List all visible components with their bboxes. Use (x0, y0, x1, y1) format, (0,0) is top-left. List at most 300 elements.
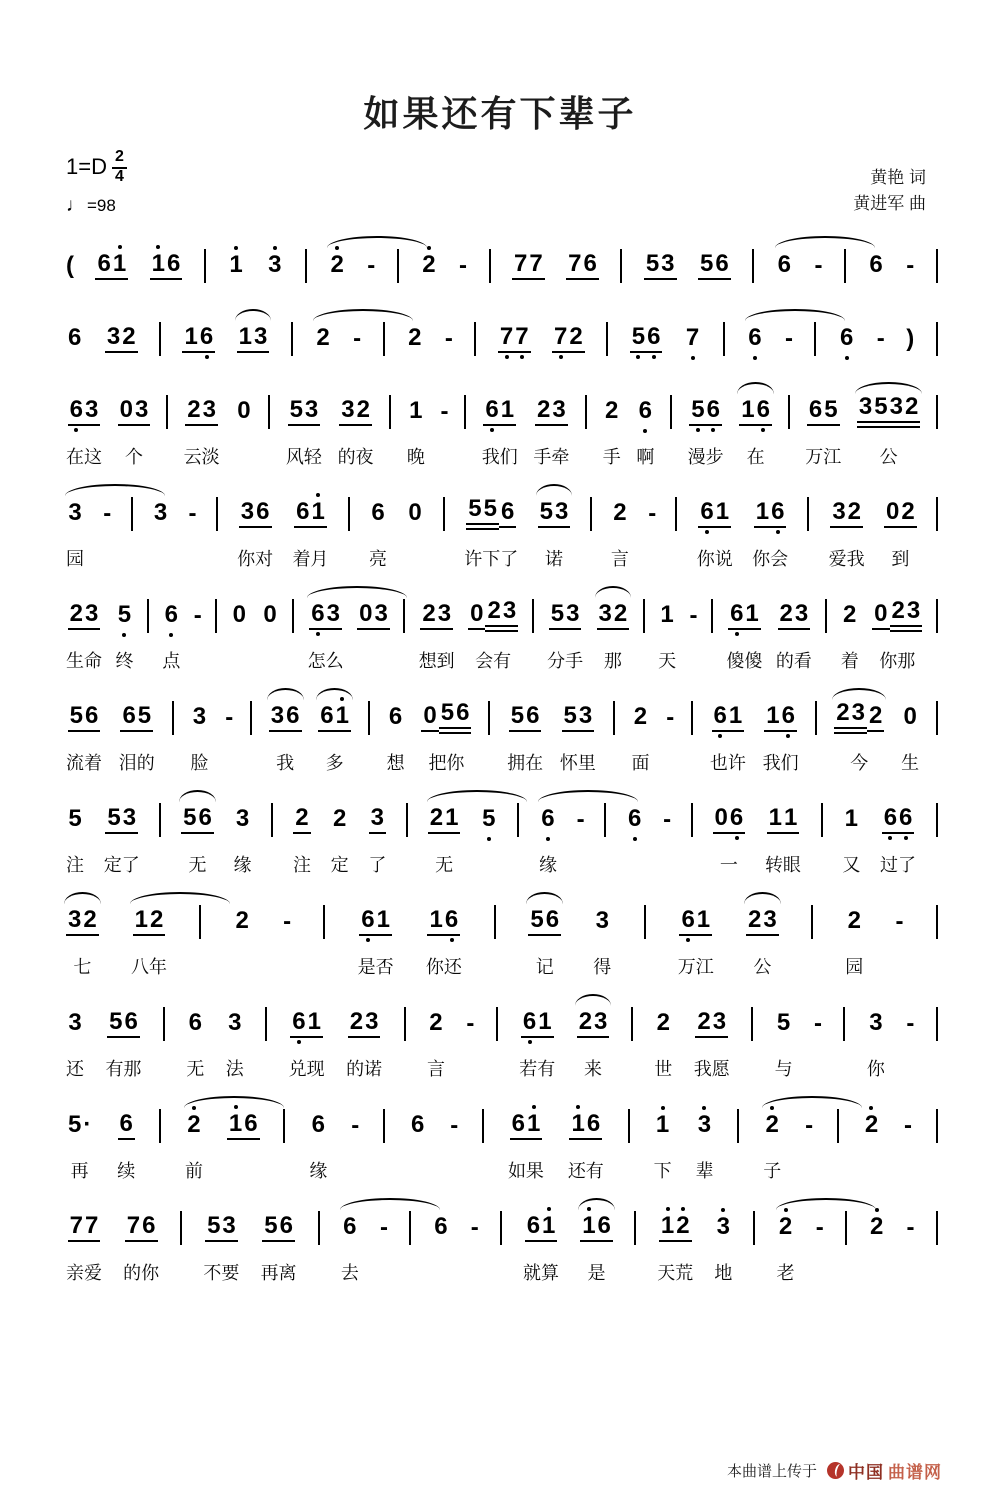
site-name-part1: 中国 (848, 1463, 884, 1482)
lyric: 园 (66, 548, 84, 569)
barline (323, 900, 325, 978)
barline (283, 1104, 285, 1182)
lyric: 公 (879, 446, 898, 467)
dash-extension: - (785, 324, 794, 352)
note-cell: 6 1 兑现 (288, 1007, 325, 1079)
note-cell: 1 6 是 (580, 1206, 613, 1284)
dash-extension: - (466, 1009, 475, 1037)
note-cell: 2 1 无 (428, 798, 461, 876)
barline (305, 244, 307, 288)
note-cell: 1 6 (227, 1104, 260, 1182)
lyric: 再离 (260, 1262, 297, 1283)
dash-extension: - (895, 907, 904, 935)
lyric: 下 (653, 1160, 672, 1181)
note-cell: 6 想 (386, 702, 405, 773)
lyric: 园 (845, 956, 864, 977)
note-cell: 5 6 记 (528, 900, 561, 978)
note-cell: 1 下 (653, 1110, 672, 1181)
lyric: 泪的 (118, 752, 155, 773)
barline (404, 1002, 406, 1080)
dash-extension: - (906, 251, 915, 279)
barline (644, 900, 646, 978)
barline (807, 492, 809, 570)
note-cell: 5 3 (644, 244, 677, 288)
note-cell: 5 3 诺 (538, 492, 571, 570)
barline (348, 492, 350, 570)
note-cell: 6 1 是否 (357, 905, 394, 977)
lyric: 你还 (425, 956, 462, 977)
music-system (66, 390, 938, 468)
lyric: 一 (719, 854, 738, 875)
note-cell: 7 7 (512, 244, 545, 288)
barline (368, 696, 370, 774)
note-cell: 6 (434, 1212, 448, 1240)
note-cell: 2 3 的诺 (346, 1007, 383, 1079)
site-logo[interactable] (827, 1458, 942, 1483)
barline (691, 696, 693, 774)
barline (843, 1002, 845, 1080)
music-system (66, 696, 938, 774)
barline (752, 244, 754, 288)
note-cell: 1 6 我们 (762, 701, 799, 773)
note-cell: 2 (870, 1212, 884, 1240)
lyric: 想 (386, 752, 405, 773)
barline (488, 696, 490, 774)
lyric: 的你 (123, 1262, 160, 1283)
note-cell: 3 (268, 250, 282, 278)
note-cell: 6 1 就算 (523, 1211, 560, 1283)
lyric: 来 (584, 1058, 603, 1079)
barline (443, 492, 445, 570)
note-cell: 6 1 着月 (292, 497, 329, 569)
lyric: 天荒 (657, 1262, 694, 1283)
barline (494, 900, 496, 978)
lyric: 怀里 (559, 752, 596, 773)
dash-extension: - (283, 907, 292, 935)
music-system (66, 798, 938, 876)
lyric: 脸 (190, 752, 209, 773)
music-system (66, 317, 938, 361)
note-cell: 3 6 我 (269, 696, 302, 774)
site-name-part2: 曲谱网 (888, 1463, 942, 1482)
barline (936, 1104, 938, 1182)
note-cell: 6 (628, 804, 642, 832)
note-cell: 2 言 (426, 1008, 445, 1079)
note-cell: 1 6 (182, 317, 215, 361)
lyric: 诺 (544, 548, 563, 569)
note-cell: 5 终 (115, 600, 134, 671)
note-cell: 1 6 在 (739, 390, 772, 468)
note-cell: 7 7 (498, 317, 531, 361)
note-cell: 2 (864, 1110, 879, 1138)
note-cell: 5 3 分手 (547, 599, 584, 671)
score-body (0, 244, 1000, 1284)
note-cell: 6 3 怎么 (308, 594, 344, 672)
note-cell: 0 3 (357, 594, 390, 672)
music-system (66, 492, 938, 570)
note-cell: 5 6 无 (181, 798, 214, 876)
note-cell: 0 (237, 396, 251, 424)
note-cell: 2 (422, 250, 436, 278)
lyric: 个 (125, 446, 143, 467)
lyric: 如果 (507, 1160, 544, 1181)
note-cell: 6 1 (95, 244, 128, 288)
dash-extension: - (188, 499, 197, 527)
open-paren: ( (66, 251, 74, 279)
note-cell: 3 2 的夜 (337, 395, 374, 467)
barline (613, 696, 615, 774)
note-cell: 0 (263, 600, 277, 628)
note-cell: 3 还 (66, 1008, 84, 1079)
barline (215, 594, 217, 672)
composer-credit: 黄进军 曲 (853, 194, 926, 214)
note-cell: 3 2 (105, 317, 138, 361)
lyric: 辈 (695, 1160, 714, 1181)
note-cell: 0 2 3 会有 (470, 597, 517, 671)
barline (250, 696, 252, 774)
time-signature-denominator: 4 (114, 167, 124, 185)
note-cell: 2 3 2 今 (834, 696, 884, 774)
dash-extension: - (193, 601, 202, 629)
barline (403, 594, 405, 672)
note-cell: 6 缘 (309, 1110, 328, 1181)
lyric: 到 (891, 548, 910, 569)
barline (204, 244, 206, 288)
lyric: 云淡 (183, 446, 220, 467)
lyric: 流着 (66, 752, 102, 773)
lyric: 的诺 (346, 1058, 383, 1079)
note-cell: 2 手 (602, 396, 621, 467)
dash-extension: - (689, 601, 698, 629)
note-cell: 2 面 (631, 702, 650, 773)
barline (474, 317, 476, 361)
dash-extension: - (103, 499, 112, 527)
lyric: 把你 (428, 752, 465, 773)
note-cell: 5 6 漫步 (687, 395, 724, 467)
note-cell: 1 (229, 250, 243, 278)
barline (409, 1206, 411, 1284)
note-cell: 3 2 那 (597, 594, 630, 672)
note-cell: 5 与 (774, 1008, 793, 1079)
lyric: 亮 (369, 548, 388, 569)
note-cell: 2 (328, 244, 345, 288)
lyric: 是 (587, 1262, 606, 1283)
barline (620, 244, 622, 288)
barline (406, 798, 408, 876)
lyric: 啊 (636, 446, 655, 467)
dash-extension: - (450, 1111, 459, 1139)
tempo-marking (66, 195, 127, 217)
note-cell: 6 1 若有 (519, 1007, 556, 1079)
note-cell: 6 亮 (369, 498, 388, 569)
lyric: 缘 (233, 854, 252, 875)
note-cell: 2 (408, 323, 422, 351)
note-cell: 2 3 云淡 (183, 395, 220, 467)
note-cell: 6 点 (162, 600, 181, 671)
lyric: 在这 (66, 446, 102, 467)
music-system (66, 594, 938, 672)
barline (723, 317, 725, 361)
note-cell: 0 (232, 600, 246, 628)
lyric: 生 (901, 752, 920, 773)
barline (936, 1002, 938, 1080)
note-cell: 6 1 你说 (696, 497, 733, 569)
site-logo-icon (827, 1462, 844, 1479)
barline (268, 390, 270, 468)
note-cell: 5 5 6 许下了 (464, 495, 519, 569)
lyric: 若有 (519, 1058, 556, 1079)
lyric: 子 (763, 1160, 782, 1181)
note-cell: 6 (746, 317, 763, 361)
lyric: 定 (330, 854, 349, 875)
note-cell: 6 续 (117, 1109, 136, 1181)
barline (159, 1104, 161, 1182)
lyric: 还有 (567, 1160, 604, 1181)
lyric: 今 (850, 752, 869, 773)
note-cell: 7 7 亲爱 (66, 1211, 102, 1283)
barline (291, 317, 293, 361)
note-cell: 1 天 (658, 600, 677, 671)
dash-extension: - (351, 1111, 360, 1139)
barline (628, 1104, 630, 1182)
lyric: 又 (842, 854, 861, 875)
music-system (66, 1002, 938, 1080)
note-cell: 1 又 (842, 804, 861, 875)
lyric: 终 (115, 650, 134, 671)
note-cell: 2 3 我愿 (693, 1007, 730, 1079)
note-cell: 6 无 (186, 1008, 205, 1079)
note-cell: 1 2 天荒 (657, 1211, 694, 1283)
lyric: 着月 (292, 548, 329, 569)
note-cell: 6 (839, 323, 854, 351)
lyric: 在 (746, 446, 765, 467)
note-cell: 0 6 一 (714, 803, 744, 875)
barline (532, 594, 534, 672)
lyric: 我 (276, 752, 295, 773)
barline (606, 317, 608, 361)
lyric: 天 (658, 650, 677, 671)
note-cell: 3 法 (225, 1008, 244, 1079)
lyric: 世 (654, 1058, 673, 1079)
barline (172, 696, 174, 774)
dash-extension: - (470, 1213, 479, 1241)
note-cell: 5 6 有那 (105, 1007, 142, 1079)
sheet-page (0, 86, 1000, 1482)
note-cell: 5 3 定了 (103, 803, 140, 875)
barline (643, 594, 645, 672)
quarter-note-icon: ♩ (66, 194, 85, 216)
lyric: 风轻 (285, 446, 322, 467)
barline (590, 492, 592, 570)
barline (936, 244, 938, 288)
lyric: 言 (610, 548, 629, 569)
barline (159, 798, 161, 876)
note-cell: 3 2 爱我 (828, 497, 865, 569)
note-cell: 6 6 过了 (880, 803, 917, 875)
note-cell: 3 辈 (695, 1110, 714, 1181)
dash-extension: - (367, 251, 376, 279)
lyric: 怎么 (307, 650, 344, 671)
barline (814, 317, 816, 361)
note-cell: 5 (482, 804, 496, 832)
barline (131, 492, 133, 570)
note-cell: 6 缘 (539, 798, 557, 876)
lyric: 得 (593, 956, 612, 977)
lyric: 老 (776, 1262, 795, 1283)
note-cell: 2 (314, 317, 331, 361)
lyric: 傻傻 (726, 650, 763, 671)
barline (936, 594, 938, 672)
lyric: 了 (368, 854, 387, 875)
barline (837, 1104, 839, 1182)
note-cell: 2 3 手牵 (533, 395, 570, 467)
music-system (66, 900, 938, 978)
lyric: 你那 (879, 650, 916, 671)
lyric: 面 (631, 752, 650, 773)
note-cell: 0 生 (901, 702, 920, 773)
barline (691, 798, 693, 876)
lyric: 就算 (523, 1262, 560, 1283)
lyric: 八年 (130, 956, 167, 977)
barline (821, 798, 823, 876)
note-cell: 6 啊 (636, 396, 655, 467)
lyric: 晚 (406, 446, 425, 467)
lyric: 是否 (357, 956, 394, 977)
footer (727, 1458, 942, 1483)
music-system (66, 1206, 938, 1284)
note-cell: 6 1 万江 (677, 905, 714, 977)
note-cell: 2 注 (292, 803, 311, 875)
song-title: 如果还有下辈子 (363, 93, 637, 134)
lyric: 续 (117, 1160, 136, 1181)
barline (936, 390, 938, 468)
lyric: 手 (602, 446, 621, 467)
barline (751, 1002, 753, 1080)
barline (383, 317, 385, 361)
note-cell: 7 2 (552, 317, 585, 361)
barline (631, 1002, 633, 1080)
music-system (66, 244, 938, 288)
barline (936, 696, 938, 774)
barline (383, 1104, 385, 1182)
lyric: 的看 (775, 650, 812, 671)
note-cell: 1 晚 (406, 396, 425, 467)
barline (936, 900, 938, 978)
lyric: 手牵 (533, 446, 570, 467)
note-cell: 7 (685, 323, 700, 351)
time-signature-numerator: 2 (112, 149, 127, 169)
lyric: 有那 (105, 1058, 142, 1079)
note-cell: 6 5 万江 (805, 395, 842, 467)
dash-extension: - (876, 324, 885, 352)
barline (464, 390, 466, 468)
lyric: 与 (774, 1058, 793, 1079)
lyric: 亲爱 (66, 1262, 102, 1283)
note-cell: 3 得 (593, 906, 612, 977)
dash-extension: - (906, 1213, 915, 1241)
dash-extension: - (666, 703, 675, 731)
barline (675, 492, 677, 570)
barline (397, 244, 399, 288)
dash-extension: - (353, 324, 362, 352)
dash-extension: - (814, 1009, 823, 1037)
dash-extension: - (904, 1111, 913, 1139)
lyric: 兑现 (288, 1058, 325, 1079)
barline (634, 1206, 636, 1284)
barline (163, 1002, 165, 1080)
barline (147, 594, 149, 672)
note-cell: 3 了 (368, 803, 387, 875)
close-paren: ) (906, 324, 915, 352)
lyric: 拥在 (507, 752, 544, 773)
dash-extension: - (815, 1213, 824, 1241)
note-cell: 1 6 (150, 244, 183, 288)
lyric: 记 (535, 956, 554, 977)
note-cell: 3 地 (714, 1212, 733, 1283)
barline (318, 1206, 320, 1284)
note-cell: 1 6 你还 (425, 905, 462, 977)
note-cell: 2 前 (185, 1104, 203, 1182)
lyricist-credit: 黄艳 词 (870, 168, 926, 187)
note-cell: 6 (410, 1110, 425, 1138)
note-cell: 2 3 公 (746, 900, 779, 978)
note-cell: 6 (869, 250, 883, 278)
note-cell: 1 2 八年 (131, 900, 167, 978)
lyric: 无 (435, 854, 454, 875)
note-cell: 6 (68, 323, 82, 351)
note-cell: 2 3 想到 (418, 599, 455, 671)
dash-extension: - (459, 251, 468, 279)
note-cell: 5 6 拥在 (507, 701, 544, 773)
note-cell: 3 (153, 498, 168, 526)
note-cell: 0 5 6 把你 (423, 699, 470, 773)
barline (844, 244, 846, 288)
note-cell: 6 1 多 (318, 696, 351, 774)
lyric: 无 (186, 1058, 205, 1079)
lyric: 缘 (309, 1160, 328, 1181)
note-cell: 2 世 (654, 1008, 673, 1079)
lyric: 言 (426, 1058, 445, 1079)
note-cell: 0 2 3 你那 (874, 597, 921, 671)
lyric: 着 (840, 650, 859, 671)
note-cell: 6 1 傻傻 (726, 599, 763, 671)
note-cell: 2 老 (777, 1206, 795, 1284)
note-cell: 2 3 的看 (775, 599, 812, 671)
barline (670, 390, 672, 468)
note-cell: 2 着 (840, 600, 859, 671)
barline (711, 594, 713, 672)
barline (216, 492, 218, 570)
lyric: 你对 (237, 548, 274, 569)
dash-extension: - (663, 805, 672, 833)
barline (180, 1206, 182, 1284)
note-cell: 0 3 个 (119, 395, 149, 467)
barline (517, 798, 519, 876)
barline (265, 1002, 267, 1080)
dash-extension: - (225, 703, 234, 731)
barline (845, 1206, 847, 1284)
note-cell: 2 3 生命 (66, 599, 102, 671)
note-cell: 6 5 泪的 (118, 701, 155, 773)
dash-extension: - (648, 499, 657, 527)
note-cell: 3 脸 (190, 702, 209, 773)
lyric: 生命 (66, 650, 102, 671)
lyric: 分手 (547, 650, 584, 671)
barline (159, 317, 161, 361)
barline (604, 798, 606, 876)
note-cell: 2 定 (330, 804, 349, 875)
dash-extension: - (805, 1111, 814, 1139)
